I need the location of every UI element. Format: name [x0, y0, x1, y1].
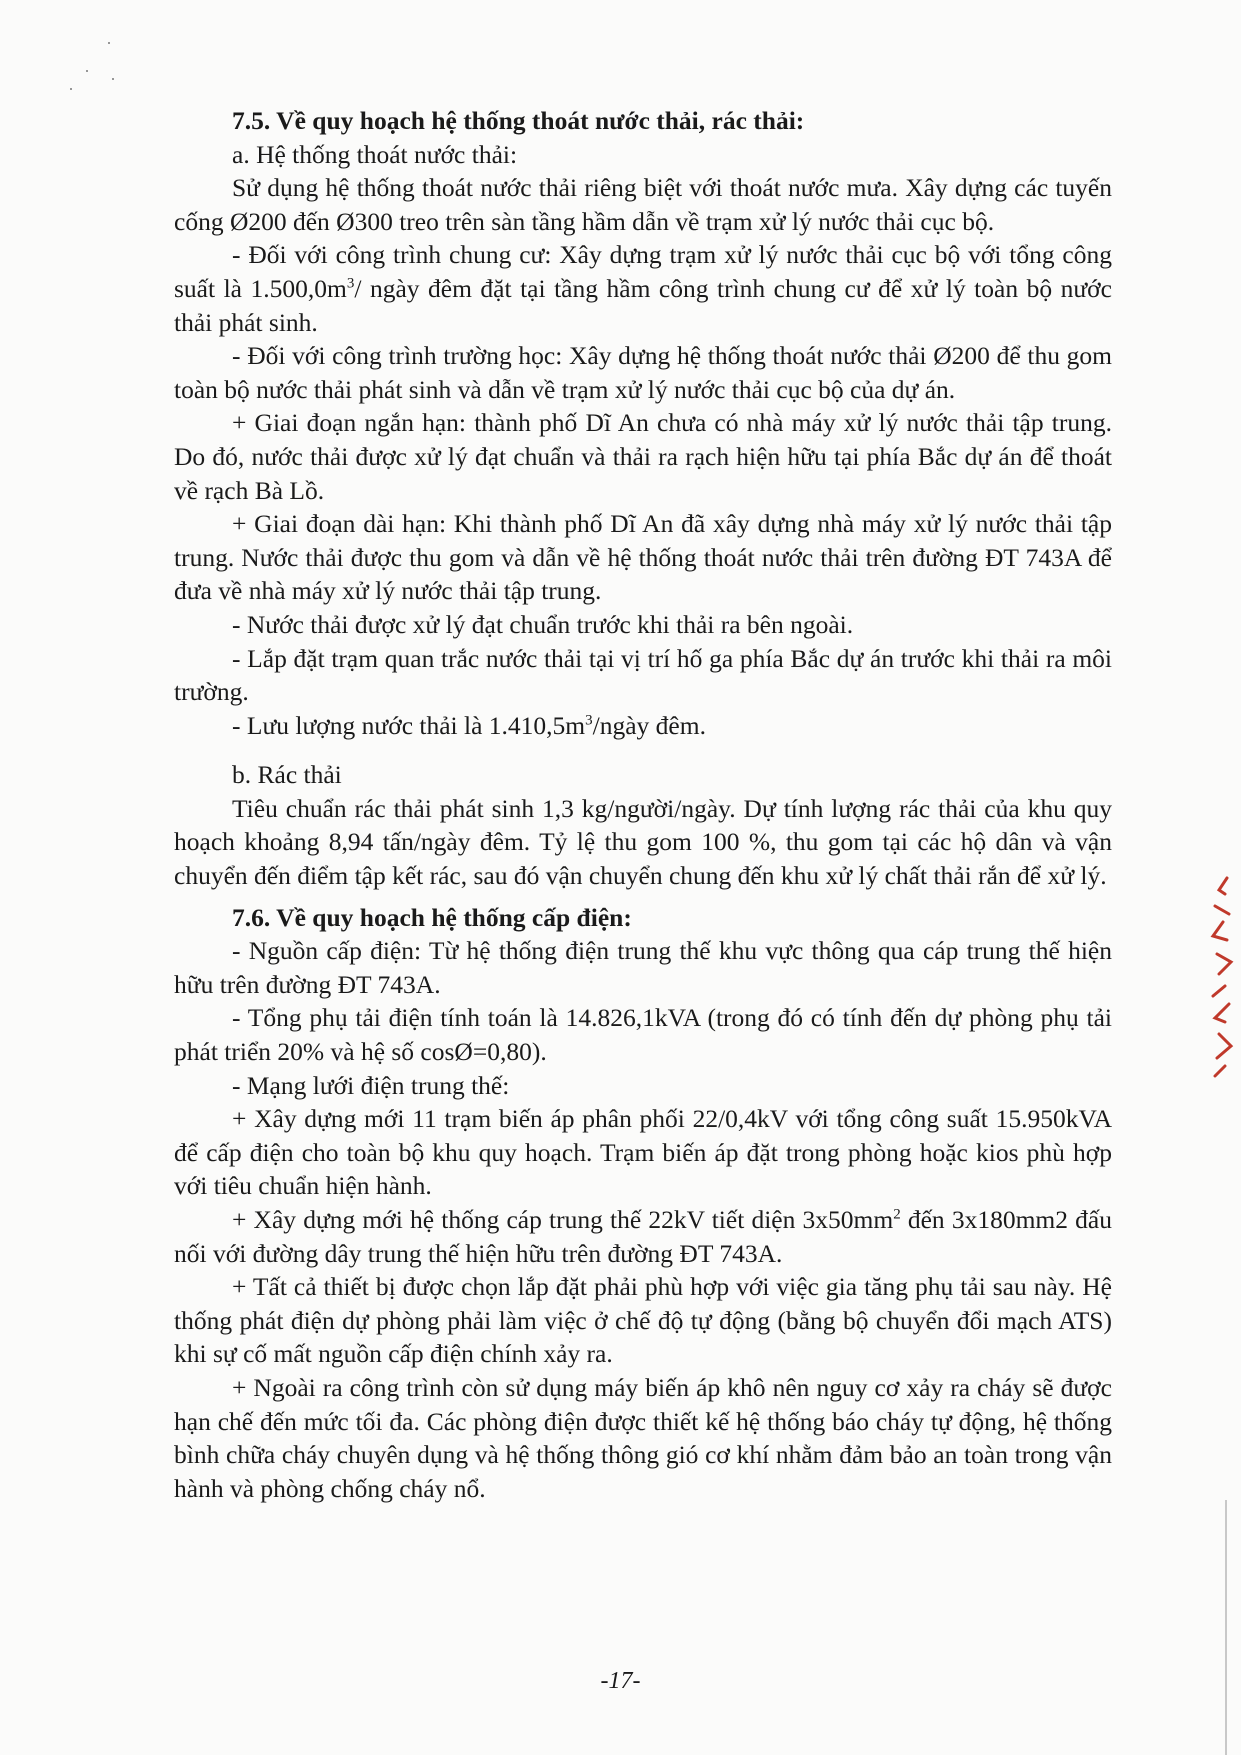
paragraph: Sử dụng hệ thống thoát nước thải riêng biệt với thoát nước mưa. Xây dựng các tuyến cống Ø200 đến Ø300 treo trên sàn tầng hầm dẫn về trạm xử lý nước thải cục bộ.: [174, 173, 1112, 236]
page-number: -17-: [600, 1668, 641, 1694]
paragraph: + Tất cả thiết bị được chọn lắp đặt phải phù hợp với việc gia tăng phụ tải sau này. Hệ thống phát điện dự phòng phải làm việc ở chế độ tự động (bằng bộ chuyển đổi mạch ATS) khi sự cố mất nguồn cấp điện chính xảy ra.: [174, 1272, 1112, 1369]
scan-edge-line: [1225, 1500, 1227, 1755]
superscript: 3: [585, 712, 593, 729]
document-body: [174, 104, 1112, 1505]
paragraph-text: / ngày đêm đặt tại tầng hầm công trình chung cư để xử lý toàn bộ nước thải phát sinh.: [174, 273, 1112, 337]
paragraph: + Giai đoạn dài hạn: Khi thành phố Dĩ An đã xây dựng nhà máy xử lý nước thải tập trung. Nước thải được thu gom và dẫn về hệ thống thoát nước thải trên đường ĐT 743A để đưa về nhà máy xử lý nước thải tập trung.: [174, 509, 1112, 606]
scan-speck: [70, 88, 72, 90]
scan-speck: [112, 78, 114, 80]
superscript: 3: [346, 275, 355, 292]
superscript: 2: [893, 1206, 901, 1223]
paragraph: [174, 1203, 1112, 1270]
subsection-heading: b. Rác thải: [232, 760, 342, 790]
paragraph: - Đối với công trình trường học: Xây dựng hệ thống thoát nước thải Ø200 để thu gom toàn bộ nước thải phát sinh và dẫn về trạm xử lý nước thải cục bộ của dự án.: [174, 341, 1112, 404]
paragraph: - Mạng lưới điện trung thế:: [232, 1070, 510, 1100]
paragraph: + Ngoài ra công trình còn sử dụng máy biến áp khô nên nguy cơ xảy ra cháy sẽ được hạn chế đến mức tối đa. Các phòng điện được thiết kế hệ thống báo cháy tự động, hệ thống bình chữa cháy chuyên dụng và hệ thống thông gió cơ khí nhằm đảm bảo an toàn trong vận hành và phòng chống cháy nổ.: [174, 1372, 1112, 1503]
subsection-heading: a. Hệ thống thoát nước thải:: [232, 139, 518, 169]
scan-speck: [86, 70, 88, 72]
paragraph: [174, 709, 1112, 743]
paragraph: - Tổng phụ tải điện tính toán là 14.826,1kVA (trong đó có tính đến dự phòng phụ tải phát triển 20% và hệ số cosØ=0,80).: [174, 1003, 1112, 1067]
paragraph-text: - Lưu lượng nước thải là 1.410,5m: [232, 710, 586, 740]
scan-speck: [108, 42, 110, 44]
paragraph: - Nước thải được xử lý đạt chuẩn trước khi thải ra bên ngoài.: [232, 609, 854, 639]
paragraph: + Xây dựng mới 11 trạm biến áp phân phối 22/0,4kV với tổng công suất 15.950kVA để cấp điện cho toàn bộ khu quy hoạch. Trạm biến áp đặt trong phòng hoặc kios phù hợp với tiêu chuẩn hiện hành.: [174, 1104, 1112, 1201]
paragraph-text: đến 3x180mm2 đấu nối với đường dây trung thế hiện hữu trên đường ĐT 743A.: [174, 1205, 1112, 1268]
paragraph: - Nguồn cấp điện: Từ hệ thống điện trung thế khu vực thông qua cáp trung thế hiện hữu trên đường ĐT 743A.: [174, 936, 1112, 999]
paragraph: [174, 238, 1112, 339]
paragraph: - Lắp đặt trạm quan trắc nước thải tại vị trí hố ga phía Bắc dự án trước khi thải ra môi trường.: [174, 643, 1112, 707]
paragraph-text: /ngày đêm.: [592, 710, 706, 740]
signature-mark: [1205, 870, 1235, 1080]
paragraph-text: - Đối với công trình chung cư: Xây dựng trạm xử lý nước thải cục bộ với tổng công suất là 1.500,0m: [174, 240, 1112, 303]
paragraph: + Giai đoạn ngắn hạn: thành phố Dĩ An chưa có nhà máy xử lý nước thải tập trung. Do đó, nước thải được xử lý đạt chuẩn và thải ra rạch hiện hữu tại phía Bắc dự án để thoát về rạch Bà Lồ.: [174, 408, 1112, 505]
section-heading: 7.6. Về quy hoạch hệ thống cấp điện:: [232, 902, 632, 932]
paragraph-text: + Xây dựng mới hệ thống cáp trung thế 22kV tiết diện 3x50mm: [232, 1205, 894, 1234]
section-heading: 7.5. Về quy hoạch hệ thống thoát nước thải, rác thải:: [232, 106, 805, 135]
paragraph: Tiêu chuẩn rác thải phát sinh 1,3 kg/người/ngày. Dự tính lượng rác thải của khu quy hoạch khoảng 8,94 tấn/ngày đêm. Tỷ lệ thu gom 100 %, thu gom tại các hộ dân và vận chuyển đến điểm tập kết rác, sau đó vận chuyển chung đến khu xử lý chất thải rắn để xử lý.: [174, 793, 1112, 891]
